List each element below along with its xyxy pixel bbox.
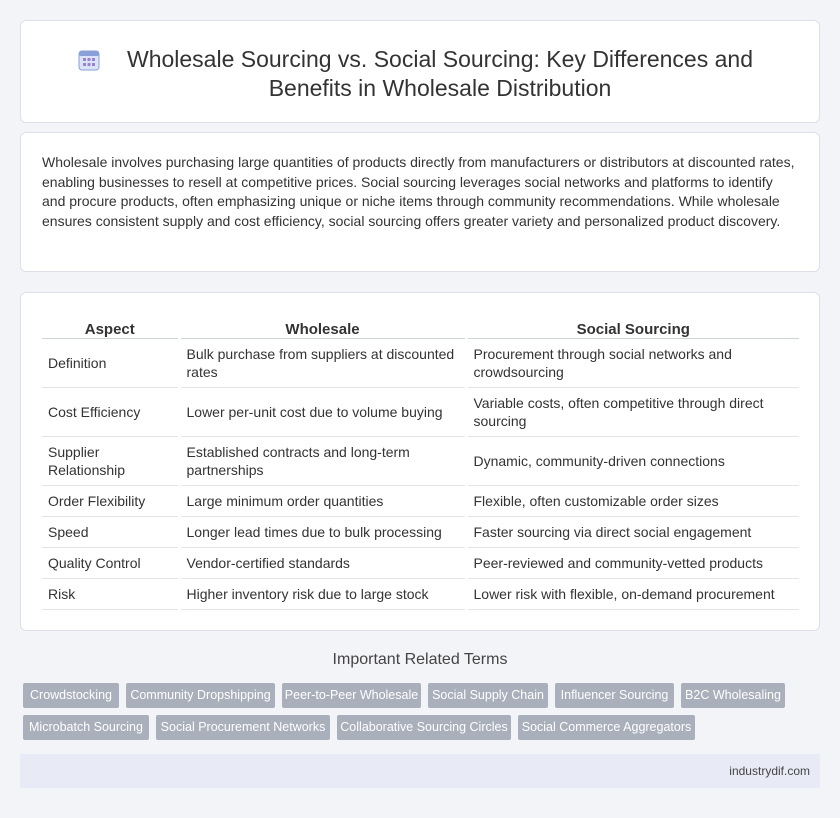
table-row (42, 547, 799, 578)
cell-aspect: Speed (42, 516, 179, 547)
header-aspect: Aspect (42, 315, 179, 338)
comparison-table (42, 315, 799, 610)
related-terms-heading: Important Related Terms (332, 651, 508, 668)
header-wholesale: Wholesale (179, 315, 466, 338)
cell-social: Faster sourcing via direct social engagement (466, 516, 799, 547)
table-row (42, 436, 799, 485)
cell-aspect: Risk (42, 578, 179, 609)
cell-aspect: Cost Efficiency (42, 387, 179, 436)
tag-crowdstocking[interactable]: Crowdstocking (23, 683, 119, 708)
cell-aspect: Quality Control (42, 547, 179, 578)
page-title: Wholesale Sourcing vs. Social Sourcing: Key Differences and Benefits in Wholesale Distribution (126, 46, 753, 101)
header-social-sourcing: Social Sourcing (466, 315, 799, 338)
table-row (42, 387, 799, 436)
cell-aspect: Definition (42, 338, 179, 387)
table-header-row (42, 315, 799, 338)
title-wrap (21, 45, 819, 103)
intro-card (20, 132, 820, 272)
footer-site-link[interactable]: industrydif.com (729, 764, 810, 778)
title-card (20, 20, 820, 123)
cell-aspect: Supplier Relationship (42, 436, 179, 485)
cell-social: Procurement through social networks and crowdsourcing (466, 338, 799, 387)
tag-b2c-wholesaling[interactable]: B2C Wholesaling (681, 683, 785, 708)
tag-social-procurement-networks[interactable]: Social Procurement Networks (156, 715, 330, 740)
table-row (42, 485, 799, 516)
tag-collaborative-sourcing-circles[interactable]: Collaborative Sourcing Circles (337, 715, 511, 740)
tag-influencer-sourcing[interactable]: Influencer Sourcing (555, 683, 674, 708)
cell-wholesale: Higher inventory risk due to large stock (179, 578, 466, 609)
cell-wholesale: Vendor-certified standards (179, 547, 466, 578)
cell-social: Peer-reviewed and community-vetted products (466, 547, 799, 578)
cell-aspect: Order Flexibility (42, 485, 179, 516)
footer (20, 754, 820, 788)
tag-peer-to-peer-wholesale[interactable]: Peer-to-Peer Wholesale (282, 683, 421, 708)
cell-social: Dynamic, community-driven connections (466, 436, 799, 485)
cell-social: Lower risk with flexible, on-demand procurement (466, 578, 799, 609)
tag-social-supply-chain[interactable]: Social Supply Chain (428, 683, 548, 708)
calendar-grid-icon (78, 49, 100, 71)
tag-microbatch-sourcing[interactable]: Microbatch Sourcing (23, 715, 149, 740)
table-row (42, 578, 799, 609)
cell-social: Flexible, often customizable order sizes (466, 485, 799, 516)
cell-wholesale: Large minimum order quantities (179, 485, 466, 516)
cell-wholesale: Longer lead times due to bulk processing (179, 516, 466, 547)
comparison-table-card (20, 292, 820, 631)
cell-wholesale: Lower per-unit cost due to volume buying (179, 387, 466, 436)
cell-social: Variable costs, often competitive through direct sourcing (466, 387, 799, 436)
cell-wholesale: Bulk purchase from suppliers at discounted rates (179, 338, 466, 387)
tag-community-dropshipping[interactable]: Community Dropshipping (126, 683, 275, 708)
intro-paragraph: Wholesale involves purchasing large quantities of products directly from manufacturers or distributors at discounted rates, enabling businesses to resell at competitive prices. Social sourcing leverages social networks and platforms to identify and procure products, often emphasizing unique or niche items through community recommendations. While wholesale ensures consistent supply and cost efficiency, social sourcing offers greater variety and personalized product discovery. (42, 154, 795, 229)
table-row (42, 338, 799, 387)
cell-wholesale: Established contracts and long-term partnerships (179, 436, 466, 485)
tag-social-commerce-aggregators[interactable]: Social Commerce Aggregators (518, 715, 695, 740)
table-row (42, 516, 799, 547)
